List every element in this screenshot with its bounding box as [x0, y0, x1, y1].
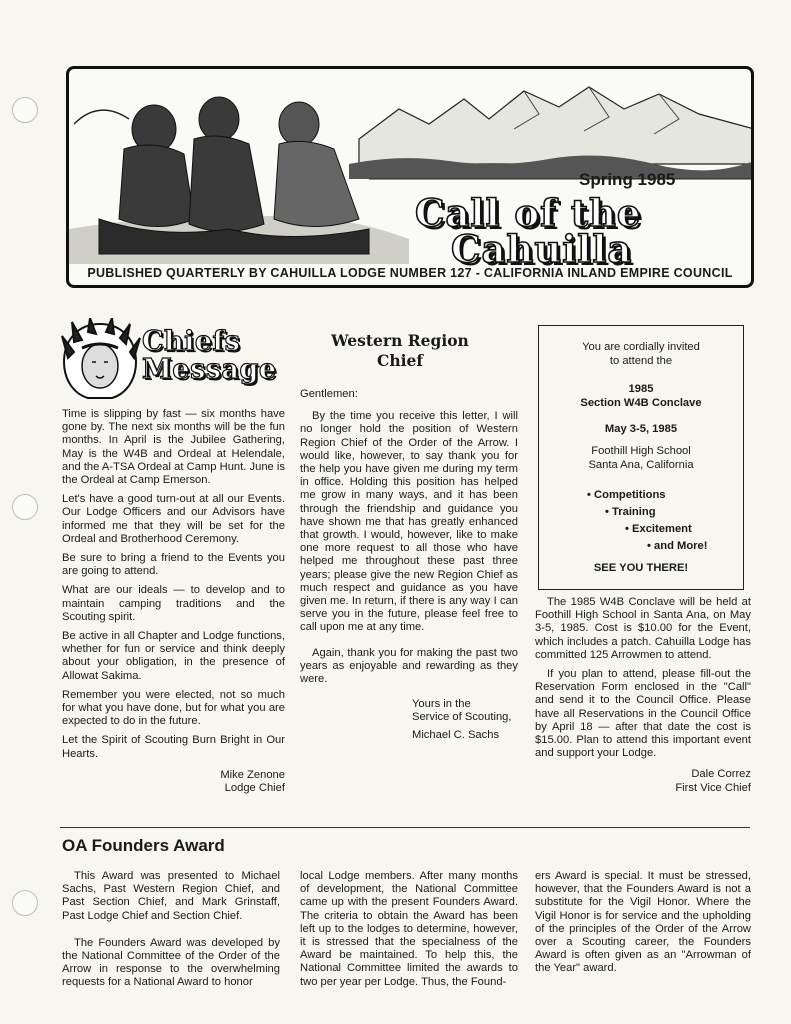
bullet-label: Training [612, 506, 656, 518]
newsletter-title-line2: Cahuilla [451, 227, 633, 271]
western-region-body [300, 388, 518, 742]
paragraph: This Award was presented to Michael Sachs, Past Western Region Chief, and Past Section Chief, and Mark Grinstaff, Past Lodge Chief and Section Chief. [62, 870, 280, 922]
western-region-title-line1: Western Region [331, 331, 469, 350]
issue-date: Spring 1985 [579, 170, 676, 189]
invite-line2: to attend the [609, 355, 673, 367]
event-dates: May 3-5, 1985 [604, 423, 678, 435]
paragraph: Let the Spirit of Scouting Burn Bright in Our Hearts. [62, 734, 285, 760]
paragraph: If you plan to attend, please fill-out the Reservation Form enclosed in the "Call" and send it to the Council Office. Please have all Reservations in the Council Office by April 18 — after that date the cost is $15.00. Plan to attend this important event and support your Lodge. [535, 668, 751, 760]
paragraph: ers Award is special. It must be stressed, however, that the Founders Award is not a substitute for the Vigil Honor. Where the Vigil Honor is for service and the upholding of the principles of the Order of the Arrow over a Scouting career, the Founders Award is often given as an "Arrowman of the Year" award. [535, 870, 751, 975]
chiefs-message-title [142, 328, 277, 384]
closing-line2: Service of Scouting, [412, 711, 512, 724]
signature-title: Lodge Chief [224, 782, 285, 795]
city: Santa Ana, California [588, 459, 694, 471]
salutation: Gentlemen: [300, 388, 358, 400]
founders-award-col1 [62, 870, 280, 996]
bullet-item: • and More! [647, 540, 708, 552]
conclave-article [535, 596, 751, 795]
binder-hole-top [12, 97, 38, 123]
masthead [66, 66, 754, 288]
closing-line1: Yours in the [412, 698, 471, 711]
published-line: PUBLISHED QUARTERLY BY CAHUILLA LODGE NUMBER 127 - CALIFORNIA INLAND EMPIRE COUNCIL [87, 266, 733, 280]
signature-name: Mike Zenone [220, 768, 285, 781]
founders-award-col3 [535, 870, 751, 982]
binder-hole-middle [12, 494, 38, 520]
bullet-item: • Excitement [625, 523, 692, 535]
bullet-label: Excitement [632, 523, 692, 535]
bullet-label: Competitions [594, 489, 666, 501]
chief-headdress-logo [58, 318, 142, 400]
paragraph: The Founders Award was developed by the National Committee of the Order of the Arrow in response to the overwhelming requests for a National Award to honor [62, 936, 280, 989]
western-region-title [300, 331, 500, 371]
paragraph: Remember you were elected, not so much for what you have done, but for what you are expected to do in the future. [62, 688, 285, 728]
founders-award-title: OA Founders Award [62, 836, 225, 855]
newsletter-title-line1: Call of the [415, 191, 642, 235]
paragraph: Be active in all Chapter and Lodge functions, whether for fun or service and think deeply about your obligation, in the presence of Allowat Sakima. [62, 630, 285, 682]
paragraph: The 1985 W4B Conclave will be held at Foothill High School in Santa Ana, on May 3-5, 1985. Cost is $10.00 for the Event, which includes a patch. Cahuilla Lodge has committed 125 Arrowmen to attend. [535, 596, 751, 661]
founders-award-col2 [300, 870, 518, 995]
paragraph: local Lodge members. After many months of development, the National Committee came up with the present Founders Award. The criteria to obtain the Award has been left up to the lodges to determine, however, it is stressed that the specialness of the Award be maintained. To help this, the National Committee limited the awards to two per year per Lodge. Thus, the Found- [300, 870, 518, 988]
chiefs-title-line2: Message [142, 354, 277, 385]
event-name: Section W4B Conclave [580, 397, 702, 409]
event-year: 1985 [628, 383, 654, 395]
paragraph: Again, thank you for making the past two years as enjoyable and rewarding as they were. [300, 646, 518, 686]
signature-name: Michael C. Sachs [412, 728, 500, 741]
box-closing: SEE YOU THERE! [593, 562, 689, 574]
paragraph: By the time you receive this letter, I will no longer hold the position of Western Region Chief of the Order of the Arrow. I would like, however, to say thank you for the help you have given me during my term in office. Holding this position has helped me grow in many ways, and it has been through the friendship and guidance you have shown me that has greatly enhanced that growth. I would, however, like to make one more request to all those who have helped me throughout these past three years; please give the new Region Chief as much respect and guidance as you have given me. In return, if there is any way I can serve you in the future, please feel free to call upon me at any time. [300, 410, 518, 634]
venue: Foothill High School [591, 445, 691, 457]
paragraph: Be sure to bring a friend to the Events you are going to attend. [62, 552, 285, 578]
section-divider [60, 827, 750, 828]
western-region-title-line2: Chief [376, 351, 424, 370]
signature-title: First Vice Chief [675, 781, 751, 794]
bullet-item: • Training [605, 506, 656, 518]
chiefs-message-body [62, 408, 285, 795]
invite-line1: You are cordially invited [582, 341, 700, 353]
conclave-invitation-box [538, 325, 744, 590]
paragraph: Time is slipping by fast — six months have gone by. The next six months will be the fun months. In April is the Jubilee Gathering, May is the W4B and Ordeal at Helendale, and the A-TSA Ordeal at Camp Hunt. June is the Ordeal at Camp Emerson. [62, 408, 285, 487]
bullet-label: and More! [654, 540, 708, 552]
binder-hole-bottom [12, 890, 38, 916]
bullet-item: • Competitions [587, 489, 666, 501]
signature-name: Dale Correz [691, 768, 751, 781]
paragraph: Let's have a good turn-out at all our Events. Our Lodge Officers and our Advisors have informed me that they will be set for the Ordeal and Brotherhood Ceremony. [62, 493, 285, 545]
chiefs-title-line1: Chiefs [142, 326, 241, 357]
paragraph: What are our ideals — to develop and to maintain camping traditions and the Scouting spirit. [62, 584, 285, 623]
